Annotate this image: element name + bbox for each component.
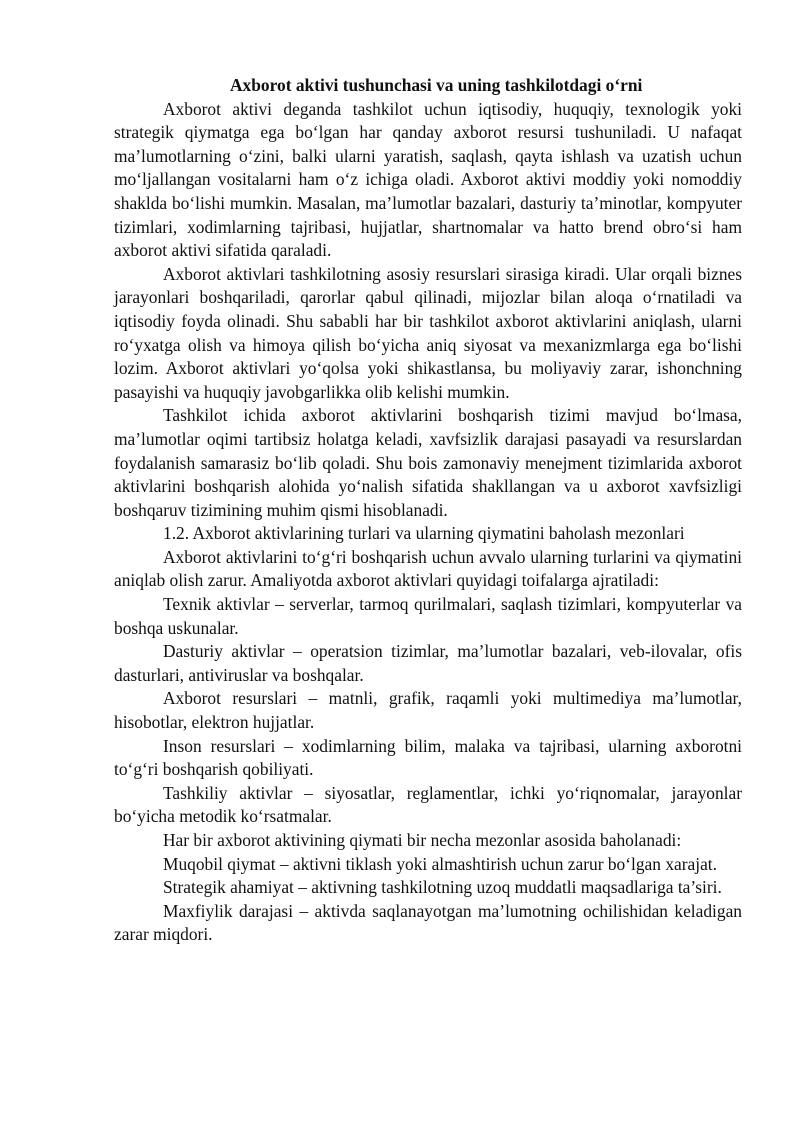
list-item-replacement-value: Muqobil qiymat – aktivni tiklash yoki almashtirish uchun zarur bo‘lgan xarajat. [163, 853, 717, 874]
paragraph-asset-management: Tashkilot ichida axborot aktivlarini boshqarish tizimi mavjud bo‘lmasa, ma’lumotlar oqimi tartibsiz holatga keladi, xavfsizlik darajasi pasayadi va resurslardan foydalanish samarasiz bo‘lib qoladi. Shu bois zamonaviy menejment tizimlarida axborot aktivlarini boshqarish alohida yo‘nalish sifatida shakllangan va u axborot xavfsizligi boshqaruv tizimining muhim qismi hisoblanadi. [114, 405, 742, 520]
section-heading-1-2: 1.2. Axborot aktivlarining turlari va ularning qiymatini baholash mezonlari [163, 523, 685, 544]
paragraph-asset-types-intro: Axborot aktivlarini to‘g‘ri boshqarish uchun avvalo ularning turlarini va qiymatini aniqlab olish zarur. Amaliyotda axborot aktivlari quyidagi toifalarga ajratiladi: [114, 546, 742, 591]
paragraph-valuation-intro: Har bir axborot aktivining qiymati bir necha mezonlar asosida baholanadi: [163, 830, 682, 850]
list-item-information-resources: Axborot resurslari – matnli, grafik, raqamli yoki multimediya ma’lumotlar, hisobotlar, elektron hujjatlar. [114, 688, 742, 733]
list-item-strategic-importance: Strategik ahamiyat – aktivning tashkilotning uzoq muddatli maqsadlariga ta’siri. [163, 877, 722, 898]
list-item-organizational-assets: Tashkiliy aktivlar – siyosatlar, reglamentlar, ichki yo‘riqnomalar, jarayonlar bo‘yicha metodik ko‘rsatmalar. [114, 782, 742, 827]
document-page [114, 74, 742, 947]
document-title: Axborot aktivi tushunchasi va uning tashkilotdagi o‘rni [230, 75, 643, 95]
paragraph-asset-definition: Axborot aktivi deganda tashkilot uchun iqtisodiy, huquqiy, texnologik yoki strategik qiymatga ega bo‘lgan har qanday axborot resursi tushuniladi. U nafaqat ma’lumotlarning o‘zini, balki ularni yaratish, saqlash, qayta ishlash va uzatish uchun mo‘ljallangan vositalarni ham o‘z ichiga oladi. Axborot aktivi moddiy yoki nomoddiy shaklda bo‘lishi mumkin. Masalan, ma’lumotlar bazalari, dasturiy ta’minotlar, kompyuter tizimlari, xodimlarning tajribasi, hujjatlar, shartnomalar va hatto brend obro‘si ham axborot aktivi sifatida qaraladi. [114, 98, 742, 261]
list-item-human-resources: Inson resurslari – xodimlarning bilim, malaka va tajribasi, ularning axborotni to‘g‘ri boshqarish qobiliyati. [114, 735, 742, 780]
paragraph-asset-role: Axborot aktivlari tashkilotning asosiy resurslari sirasiga kiradi. Ular orqali biznes jarayonlari boshqariladi, qarorlar qabul qilinadi, mijozlar bilan aloqa o‘rnatiladi va iqtisodiy foyda olinadi. Shu sababli har bir tashkilot axborot aktivlarini aniqlash, ularni ro‘yxatga olish va himoya qilish bo‘yicha aniq siyosat va mexanizmlarga ega bo‘lishi lozim. Axborot aktivlari yo‘qolsa yoki shikastlansa, bu moliyaviy zarar, ishonchning pasayishi va huquqiy javobgarlikka olib kelishi mumkin. [114, 263, 742, 402]
list-item-software-assets: Dasturiy aktivlar – operatsion tizimlar, ma’lumotlar bazalari, veb-ilovalar, ofis dasturlari, antiviruslar va boshqalar. [114, 641, 742, 685]
list-item-confidentiality-level: Maxfiylik darajasi – aktivda saqlanayotgan ma’lumotning ochilishidan keladigan zarar miqdori. [114, 900, 742, 945]
list-item-technical-assets: Texnik aktivlar – serverlar, tarmoq qurilmalari, saqlash tizimlari, kompyuterlar va boshqa uskunalar. [114, 594, 742, 638]
